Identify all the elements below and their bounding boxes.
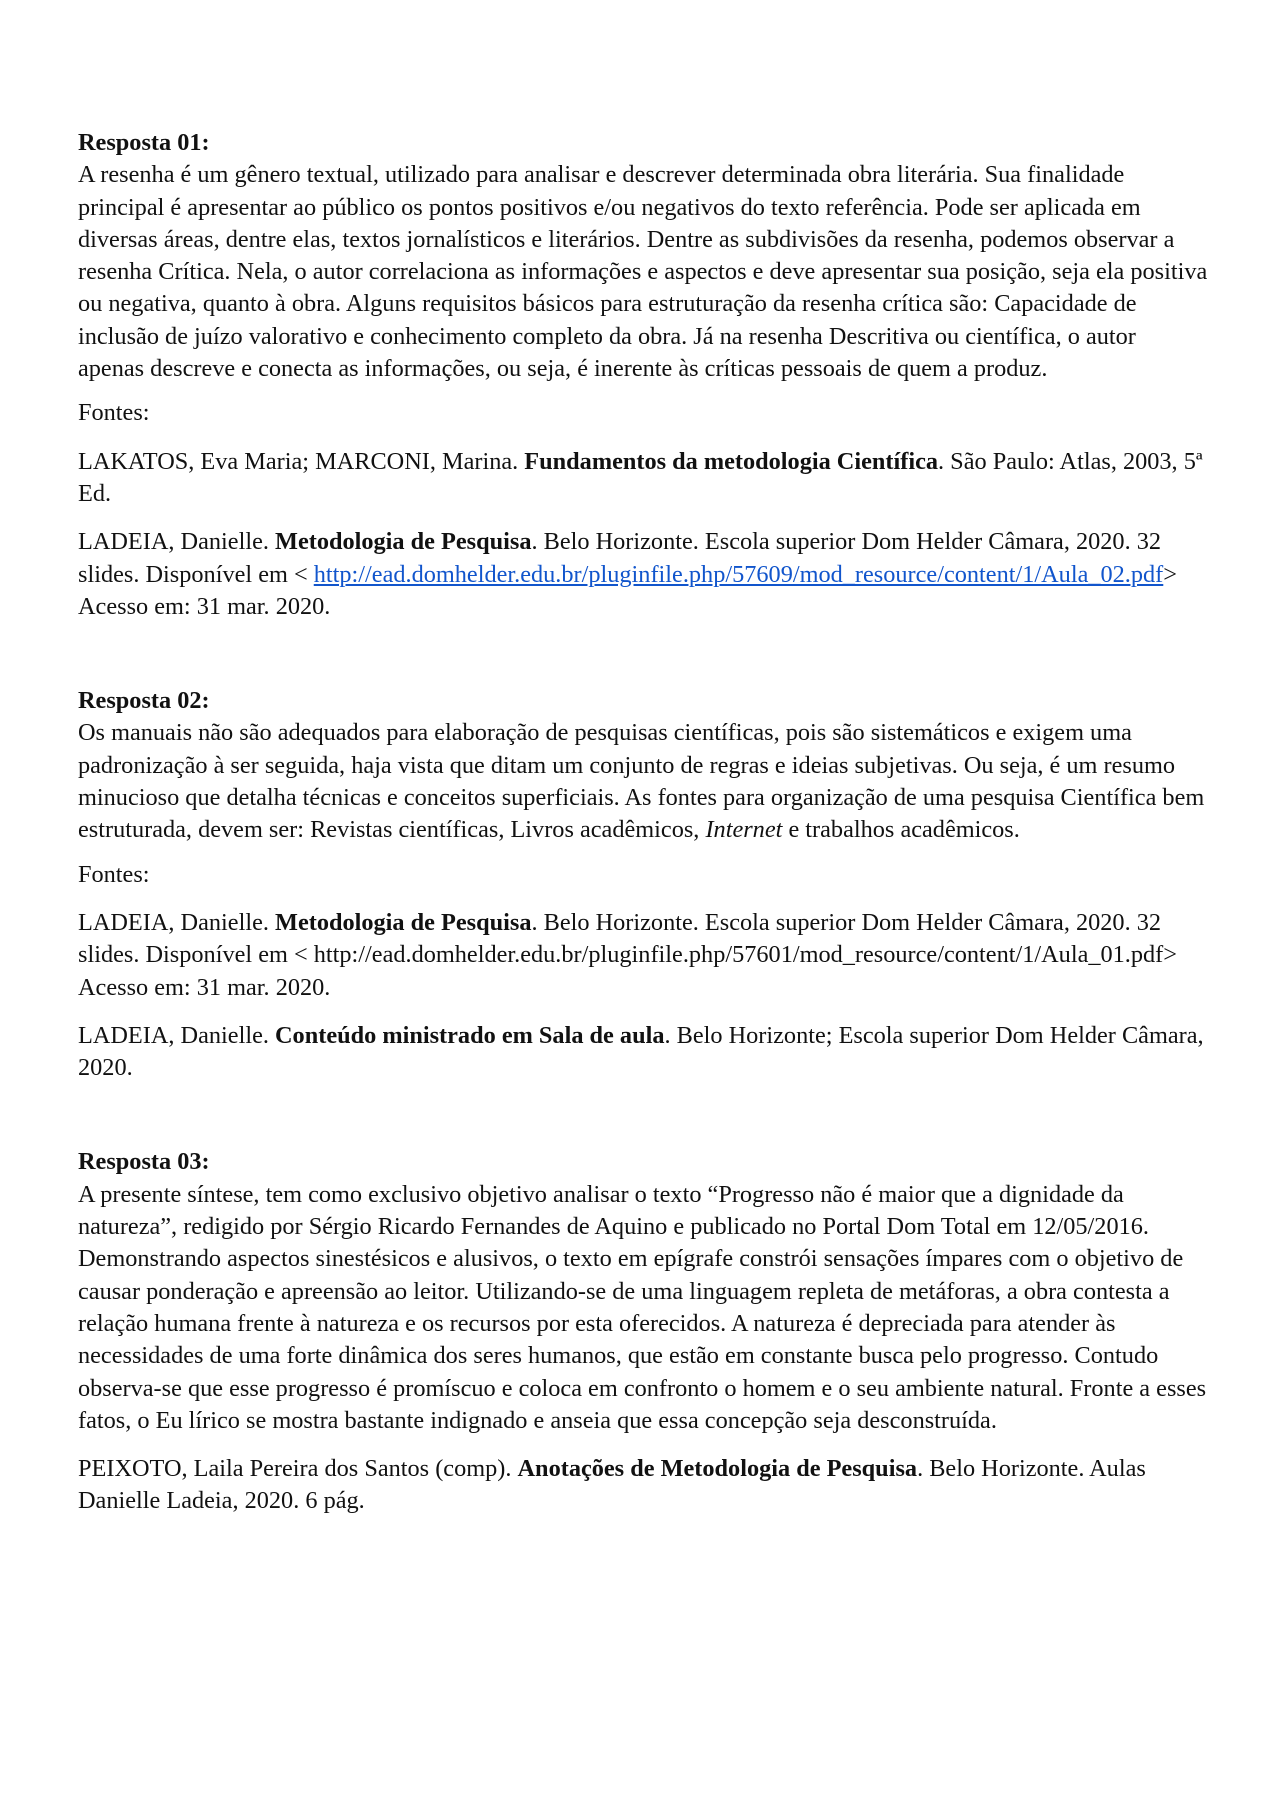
sources-label: Fontes: [78,860,150,888]
reference-title: Fundamentos da metodologia Científica [524,447,939,475]
answer-body: A presente síntese, tem como exclusivo objetivo analisar o texto “Progresso não é maior que a dignidade da natureza”, redigido por Sérgio Ricardo Fernandes de Aquino e publicado no Portal Dom Total em 12/05/2016. [78,1180,1149,1241]
answer-body: Demonstrando aspectos sinestésicos e alusivos, o texto em epígrafe constrói sensações ímpares com o objetivo de causar ponderação e apreensão ao leitor. Utilizando-se de uma linguagem repleta de metáforas, a obra contesta a relação humana frente à natureza e os recursos por esta oferecidos. A natureza é depreciada para atender às necessidades de uma forte dinâmica dos seres humanos, que estão em constante busca pelo progresso. Contudo observa-se que esse progresso é promíscuo e coloca em confronto o homem e o seu ambiente natural. Fronte a esses fatos, o Eu lírico se mostra bastante indignado e anseia que essa concepção seja desconstruída. [78,1245,1207,1434]
reference-link[interactable]: http://ead.domhelder.edu.br/pluginfile.php/57609/mod_resource/content/1/Aula_02.pdf [313,560,1164,588]
answer-01 [78,127,1208,623]
answer-heading: Resposta 01: [78,129,210,156]
reference: LADEIA, Danielle. Metodologia de Pesquisa. Belo Horizonte. Escola superior Dom Helder Câmara, 2020. 32 slides. Disponível em < http://ead.domhelder.edu.br/pluginfile.php/57609/mod_resource/content/1/Aula_02.pdf> Acesso em: 31 mar. 2020. [78,528,1177,620]
reference: LAKATOS, Eva Maria; MARCONI, Marina. Fundamentos da metodologia Científica. São Paulo: Atlas, 2003, 5ª Ed. [78,447,1203,507]
reference: PEIXOTO, Laila Pereira dos Santos (comp). Anotações de Metodologia de Pesquisa. Belo Horizonte. Aulas Danielle Ladeia, 2020. 6 pág. [78,1455,1146,1515]
answer-body: A resenha é um gênero textual, utilizado para analisar e descrever determinada obra literária. Sua finalidade principal é apresentar ao público os pontos positivos e/ou negativos do texto referência. Pode ser aplicada em diversas áreas, dentre elas, textos jornalísticos e literários. Dentre as subdivisões da resenha, podemos observar a resenha Crítica. Nela, o autor correlaciona as informações e aspectos e deve apresentar sua posição, seja ela positiva ou negativa, quanto à obra. Alguns requisitos básicos para estruturação da resenha crítica são: Capacidade de inclusão de juízo valorativo e conhecimento completo da obra. Já na resenha Descritiva ou científica, o autor apenas descreve e conecta as informações, ou seja, é inerente às críticas pessoais de quem a produz. [78,161,1208,383]
reference-title: Anotações de Metodologia de Pesquisa [517,1455,918,1483]
document-page [78,127,1208,1518]
reference-title: Metodologia de Pesquisa [275,528,532,556]
answer-02 [78,685,1208,1084]
reference-title: Conteúdo ministrado em Sala de aula [275,1021,665,1049]
answer-heading: Resposta 03: [78,1148,210,1176]
answer-body: Os manuais não são adequados para elaboração de pesquisas científicas, pois são sistemáticos e exigem uma padronização à ser seguida, haja vista que ditam um conjunto de regras e ideias subjetivas. Ou seja, é um resumo minucioso que detalha técnicas e conceitos superficiais. As fontes para organização de uma pesquisa Científica bem estruturada, devem ser: Revistas científicas, Livros acadêmicos, Internet e trabalhos acadêmicos. [78,719,1205,844]
sources-label: Fontes: [78,399,150,427]
reference: LADEIA, Danielle. Conteúdo ministrado em Sala de aula. Belo Horizonte; Escola superior Dom Helder Câmara, 2020. [78,1021,1204,1082]
answer-heading: Resposta 02: [78,687,210,715]
reference-title: Metodologia de Pesquisa [275,908,532,936]
reference: LADEIA, Danielle. Metodologia de Pesquisa. Belo Horizonte. Escola superior Dom Helder Câmara, 2020. 32 slides. Disponível em < http://ead.domhelder.edu.br/pluginfile.php/57601/mod_resource/content/1/Aula_01.pdf> Acesso em: 31 mar. 2020. [78,908,1177,1001]
answer-03 [78,1146,1208,1517]
